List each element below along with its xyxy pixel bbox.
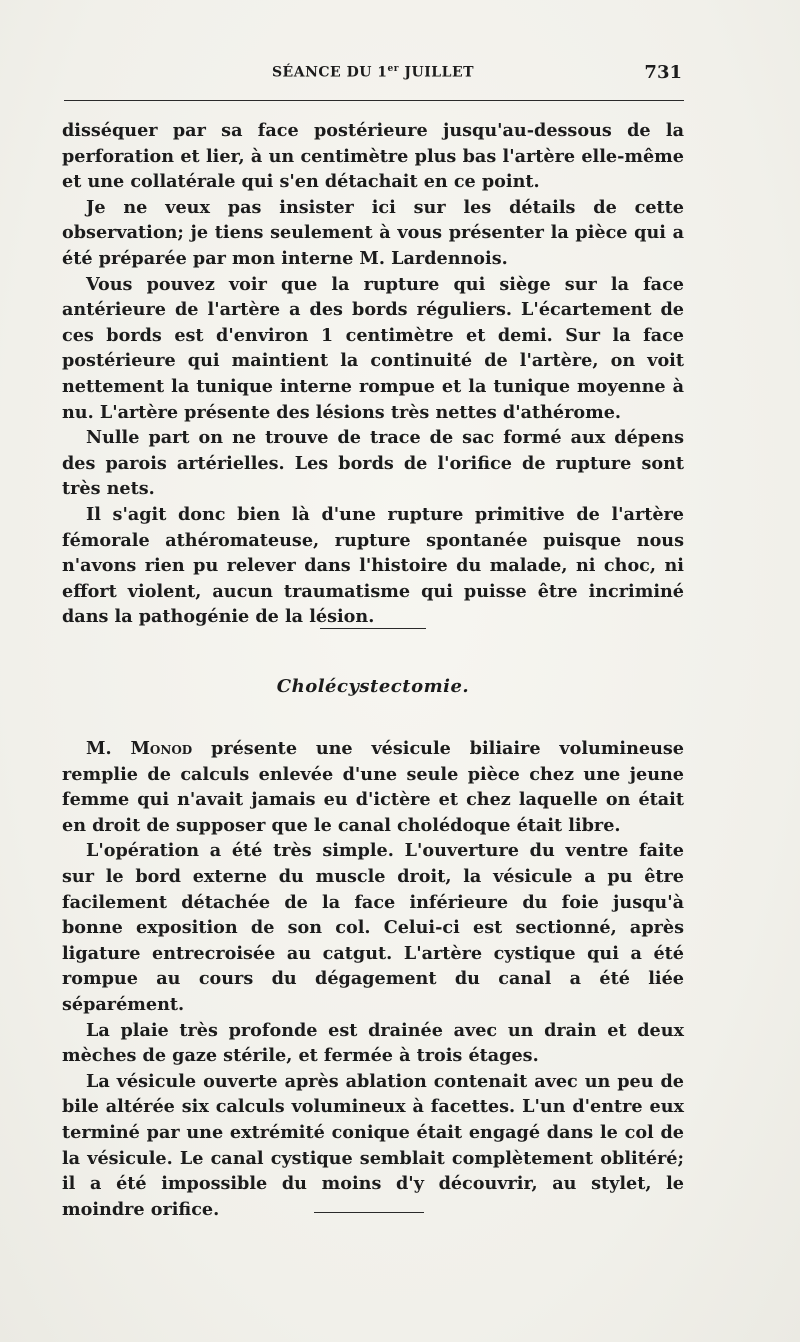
paragraph: Il s'agit donc bien là d'une rupture primitive de l'artère fémorale athéromateuse, rupture spontanée puisque nous n'avons rien pu relever dans l'histoire du malade, ni choc, ni effort violent, aucun traumatisme qui puisse être incriminé dans la pathogénie de la lésion. bbox=[62, 503, 684, 628]
section-divider bbox=[320, 628, 426, 629]
running-title-sup: er bbox=[387, 64, 399, 74]
paragraph: Je ne veux pas insister ici sur les détails de cette observation; je tiens seulement à vous présenter la pièce qui a été préparée par mon interne M. Lardennois. bbox=[62, 196, 684, 269]
paragraph: disséquer par sa face postérieure jusqu'au-dessous de la perforation et lier, à un centimètre plus bas l'artère elle-même et une collatérale qui s'en détachait en ce point. bbox=[62, 120, 684, 193]
running-head bbox=[62, 62, 684, 86]
paragraph: Vous pouvez voir que la rupture qui siège sur la face antérieure de l'artère a des bords réguliers. L'écartement de ces bords est d'environ 1 centimètre et demi. Sur la face postérieure qui maintient la continuité de l'artère, on voit nettement la tunique interne rompue et la tunique moyenne à nu. L'artère présente des lésions très nettes d'athérome. bbox=[62, 273, 684, 423]
header-rule bbox=[64, 100, 684, 101]
section-title: Cholécystectomie. bbox=[276, 676, 470, 697]
paragraph: L'opération a été très simple. L'ouverture du ventre faite sur le bord externe du muscle droit, la vésicule a pu être facilement détachée de la face inférieure du foie jusqu'à bonne exposition de son col. Celui-ci est sectionné, après ligature entrecroisée au catgut. L'artère cystique qui a été rompue au cours du dégagement du canal a été liée séparément. bbox=[62, 840, 684, 1015]
author-name: Monod bbox=[130, 738, 193, 759]
running-title-suffix: JUILLET bbox=[399, 64, 475, 81]
text-block-continued bbox=[62, 118, 684, 630]
text-block-section bbox=[62, 736, 684, 1222]
running-title bbox=[62, 64, 684, 81]
paragraph-intro bbox=[62, 736, 684, 838]
end-divider bbox=[314, 1212, 424, 1213]
paragraph: La vésicule ouverte après ablation contenait avec un peu de bile altérée six calculs volumineux à facettes. L'un d'entre eux terminé par une extrémité conique était engagé dans le col de la vésicule. Le canal cystique semblait complètement oblitéré; il a été impossible du moins d'y découvrir, au stylet, le moindre orifice. bbox=[62, 1070, 684, 1220]
intro-text: présente une vésicule biliaire volumineuse remplie de calculs enlevée d'une seule pièce chez une jeune femme qui n'avait jamais eu d'ictère et chez laquelle on était en droit de supposer que le canal cholédoque était libre. bbox=[62, 738, 684, 836]
page-number: 731 bbox=[644, 62, 682, 83]
running-title-prefix: SÉANCE DU 1 bbox=[271, 64, 388, 81]
author-prefix: M. bbox=[86, 738, 131, 759]
paragraph: La plaie très profonde est drainée avec un drain et deux mèches de gaze stérile, et fermée à trois étages. bbox=[62, 1019, 684, 1067]
paragraph: Nulle part on ne trouve de trace de sac formé aux dépens des parois artérielles. Les bords de l'orifice de rupture sont très nets. bbox=[62, 427, 684, 500]
